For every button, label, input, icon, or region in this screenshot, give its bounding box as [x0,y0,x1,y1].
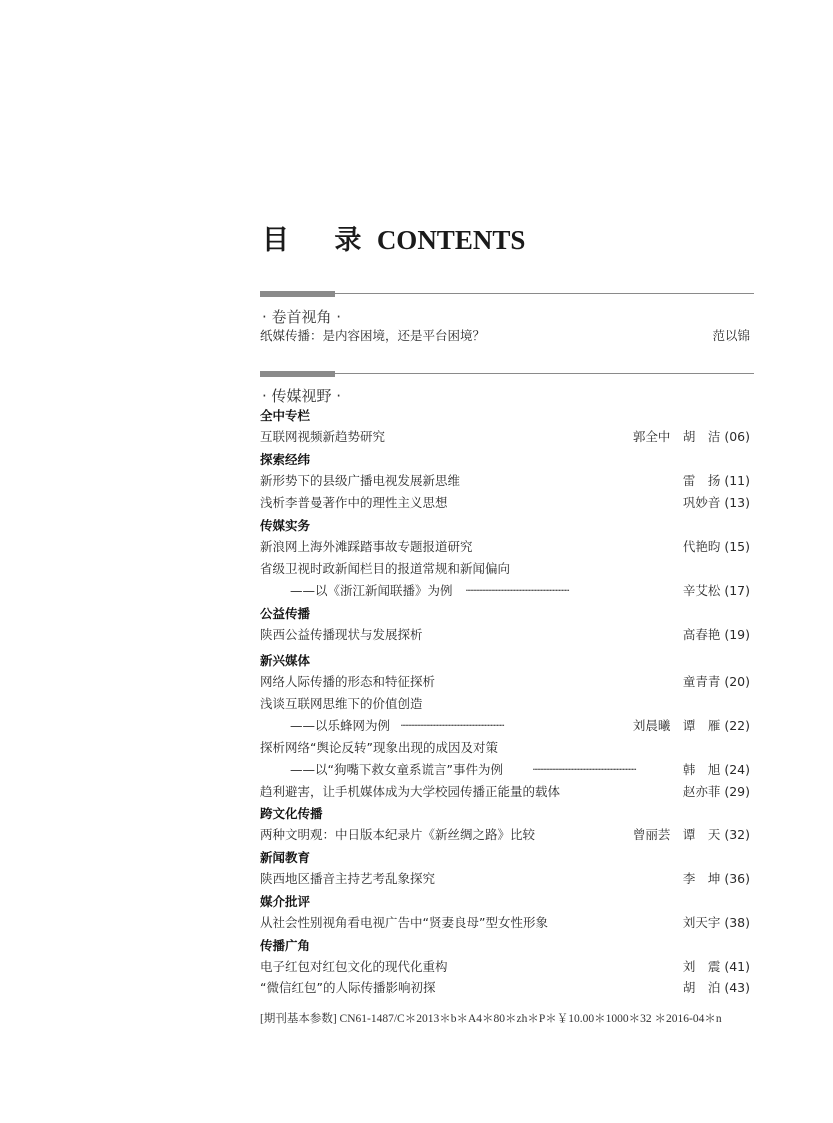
category-heading: 探索经纬 [260,452,311,467]
entry-subtitle: ——以乐蜂网为例 [290,718,391,733]
toc-entry[interactable] [260,826,750,844]
entry-title: 新形势下的县级广播电视发展新思维 [260,473,461,488]
entry-subtitle: ——以《浙江新闻联播》为例 [290,583,453,598]
entry-title: “微信红包”的人际传播影响初探 [260,980,436,995]
page-title [262,218,525,257]
toc-entry-subtitle[interactable] [260,717,750,735]
entry-title: 电子红包对红包文化的现代化重构 [260,959,448,974]
entry-title: 浅谈互联网思维下的价值创造 [260,696,423,711]
entry-title: 浅析李普曼著作中的理性主义思想 [260,495,448,510]
toc-entry[interactable] [260,979,750,997]
entry-title: 从社会性别视角看电视广告中“贤妻良母”型女性形象 [260,915,548,930]
entry-author: 李 坤 (36) [682,871,750,886]
entry-author: 范以锦 [712,328,750,343]
section-divider [260,371,754,377]
entry-subtitle: ——以“狗嘴下救女童系谎言”事件为例 [290,762,503,777]
entry-author: 刘 震 (41) [682,959,750,974]
toc-entry-subtitle[interactable] [260,761,750,779]
entry-title: 纸媒传播：是内容困境，还是平台困境？ [260,328,486,343]
entry-title: 陕西公益传播现状与发展探析 [260,627,423,642]
entry-title: 网络人际传播的形态和特征探析 [260,674,436,689]
category-heading: 新兴媒体 [260,653,311,668]
section-heading-chuanmei: · 传媒视野 · [262,387,342,405]
toc-entry-subtitle[interactable] [260,582,750,600]
toc-entry[interactable] [260,695,750,713]
toc-entry[interactable] [260,783,750,801]
category-heading: 传媒实务 [260,518,311,533]
entry-author: 巩妙音 (13) [682,495,750,510]
entry-author: 韩 旭 (24) [682,762,750,777]
category-heading: 传播广角 [260,938,311,953]
category-heading: 全中专栏 [260,408,311,423]
category-heading: 公益传播 [260,606,311,621]
entry-title: 新浪网上海外滩踩踏事故专题报道研究 [260,539,473,554]
entry-title: 互联网视频新趋势研究 [260,429,386,444]
toc-entry[interactable] [260,914,750,932]
journal-parameters-footer: [期刊基本参数] CN61-1487/C＊2013＊b＊A4＊80＊zh＊P＊￥10.00＊1000＊32 ＊2016-04＊n [260,1013,722,1025]
dot-leader: ····································································· [532,763,636,776]
entry-title: 陕西地区播音主持艺考乱象探究 [260,871,436,886]
entry-author: 曾丽芸 谭 天 (32) [632,827,750,842]
entry-author: 刘晨曦 谭 雁 (22) [632,718,750,733]
entry-author: 胡 泊 (43) [682,980,750,995]
entry-title: 省级卫视时政新闻栏目的报道常规和新闻偏向 [260,561,511,576]
entry-author: 刘天宇 (38) [682,915,750,930]
title-chinese: 目 录 [262,225,380,256]
toc-entry[interactable] [260,673,750,691]
toc-entry[interactable] [260,472,750,490]
toc-entry[interactable] [260,626,750,644]
entry-author: 童青青 (20) [682,674,750,689]
toc-entry[interactable] [260,739,750,757]
category-heading: 跨文化传播 [260,806,323,821]
section-divider [260,291,754,297]
entry-author: 赵亦菲 (29) [682,784,750,799]
entry-author: 郭全中 胡 洁 (06) [632,429,750,444]
toc-entry[interactable] [260,494,750,512]
entry-author: 雷 扬 (11) [682,473,750,488]
toc-entry[interactable] [260,428,750,446]
entry-author: 高春艳 (19) [682,627,750,642]
dot-leader: ····································································· [400,719,504,732]
entry-author: 辛艾松 (17) [682,583,750,598]
title-english: CONTENTS [376,225,526,255]
toc-entry[interactable] [260,870,750,888]
entry-title: 两种文明观：中日版本纪录片《新丝绸之路》比较 [260,827,536,842]
toc-entry[interactable] [260,560,750,578]
entry-author: 代艳昀 (15) [682,539,750,554]
toc-entry[interactable] [260,327,750,345]
entry-title: 探析网络“舆论反转”现象出现的成因及对策 [260,740,498,755]
category-heading: 媒介批评 [260,894,311,909]
category-heading: 新闻教育 [260,850,311,865]
toc-entry[interactable] [260,538,750,556]
entry-title: 趋利避害，让手机媒体成为大学校园传播正能量的载体 [260,784,561,799]
section-heading-juanshou: · 卷首视角 · [262,308,342,326]
toc-entry[interactable] [260,958,750,976]
dot-leader: ····································································· [465,584,569,597]
